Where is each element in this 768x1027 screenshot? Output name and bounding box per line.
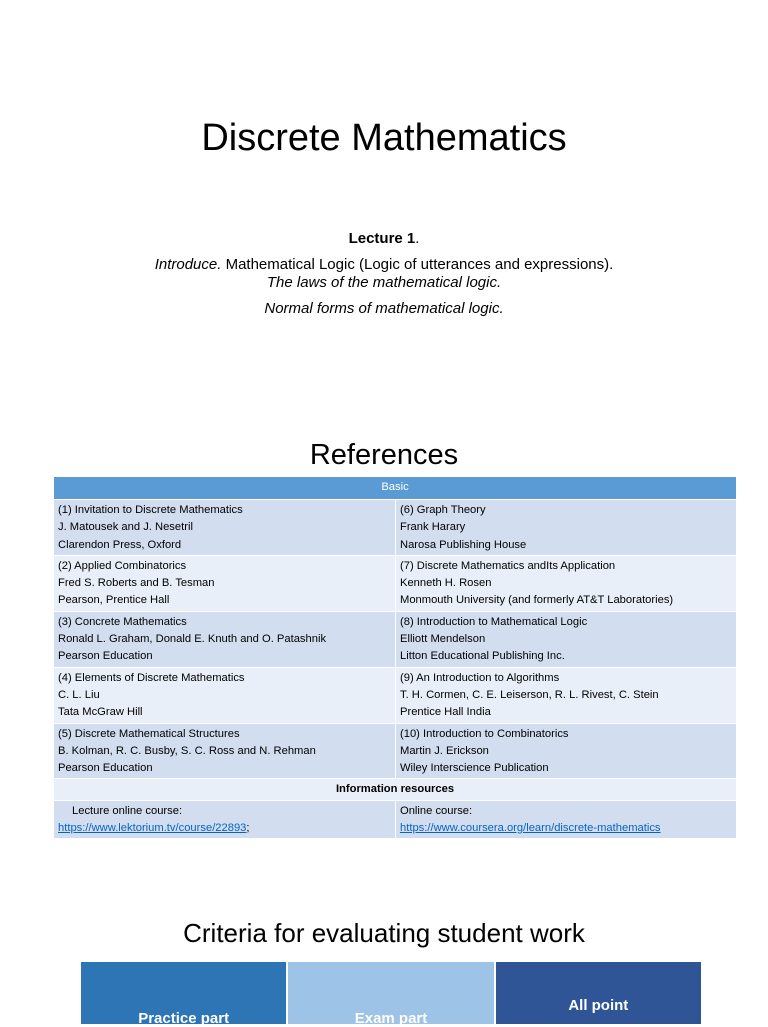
ref-title: (5) Discrete Mathematical Structures: [58, 727, 240, 740]
references-title: References: [309, 439, 459, 471]
ref-title: (6) Graph Theory: [400, 504, 486, 516]
intro-italic: Introduce.: [154, 256, 222, 273]
reference-cell: [54, 500, 396, 556]
criteria-title: Criteria for evaluating student work: [183, 918, 585, 948]
ref-title: (8) Introduction to Mathematical Logic: [400, 615, 588, 628]
ref-author: J. Matousek and J. Nesetril: [58, 521, 193, 534]
online-row: [54, 800, 737, 839]
practice-part-column: [81, 962, 286, 1027]
page-title: Discrete Mathematics: [201, 117, 567, 159]
intro-line: [0, 255, 768, 274]
laws-line: The laws of the mathematical logic.: [266, 274, 502, 291]
exam-part-column: [288, 962, 493, 1027]
table-row: [54, 500, 737, 556]
normal-forms-line: Normal forms of mathematical logic.: [264, 300, 504, 317]
online-cell-right: [396, 800, 737, 839]
info-header-row: [54, 779, 737, 800]
ref-title: (7) Discrete Mathematics andIts Application: [400, 559, 616, 572]
ref-publisher: Monmouth University (and formerly AT&T Laboratories): [400, 594, 674, 607]
lecture-period: .: [415, 230, 420, 247]
lecture-line: [0, 229, 768, 248]
ref-author: B. Kolman, R. C. Busby, S. C. Ross and N. Rehman: [58, 744, 316, 757]
lektorium-link[interactable]: https://www.lektorium.tv/course/22893: [58, 822, 247, 835]
ref-publisher: Narosa Publishing House: [400, 538, 527, 551]
ref-publisher: Pearson Education: [58, 650, 153, 663]
ref-publisher: Clarendon Press, Oxford: [58, 538, 182, 551]
ref-author: Martin J. Erickson: [400, 744, 489, 757]
references-table: [53, 476, 737, 839]
ref-author: Fred S. Roberts and B. Tesman: [58, 577, 215, 590]
ref-publisher: Prentice Hall India: [400, 706, 491, 719]
table-row: [54, 555, 737, 611]
table-row: [54, 723, 737, 779]
ref-publisher: Wiley Interscience Publication: [400, 762, 549, 775]
reference-cell: [54, 555, 396, 611]
ref-title: (4) Elements of Discrete Mathematics: [58, 671, 245, 684]
reference-cell: [396, 723, 737, 779]
criteria-table: [81, 962, 701, 1027]
table-row: [54, 611, 737, 667]
online-course-label: Online course:: [400, 804, 473, 817]
ref-publisher: Litton Educational Publishing Inc.: [400, 650, 565, 663]
table-header-row: [54, 477, 737, 500]
reference-cell: [396, 555, 737, 611]
reference-cell: [54, 723, 396, 779]
link-suffix: ;: [246, 822, 250, 835]
ref-author: Frank Harary: [400, 521, 466, 534]
ref-title: (1) Invitation to Discrete Mathematics: [58, 504, 243, 516]
ref-title: (2) Applied Combinatorics: [58, 559, 187, 572]
coursera-link[interactable]: https://www.coursera.org/learn/discrete-mathematics: [400, 822, 661, 835]
table-row: [54, 667, 737, 723]
ref-publisher: Tata McGraw Hill: [58, 706, 143, 719]
ref-title: (9) An Introduction to Algorithms: [400, 671, 560, 684]
info-resources-header: Information resources: [54, 779, 737, 800]
reference-cell: [54, 667, 396, 723]
ref-author: Ronald L. Graham, Donald E. Knuth and O. Patashnik: [58, 633, 327, 646]
all-point-column: [496, 962, 701, 1024]
ref-publisher: Pearson Education: [58, 762, 153, 775]
reference-cell: [396, 611, 737, 667]
all-point-label: All point: [568, 997, 629, 1014]
reference-cell: [396, 667, 737, 723]
intro-text: Mathematical Logic (Logic of utterances and expressions).: [221, 256, 614, 273]
online-cell-left: [54, 800, 396, 839]
basic-header: Basic: [54, 477, 737, 500]
reference-cell: [54, 611, 396, 667]
ref-author: C. L. Liu: [58, 688, 100, 701]
ref-title: (10) Introduction to Combinatorics: [400, 727, 569, 740]
lecture-online-label: Lecture online course:: [72, 804, 183, 817]
ref-title: (3) Concrete Mathematics: [58, 615, 187, 628]
practice-part-label: Practice part: [138, 1010, 230, 1027]
lecture-label: Lecture 1: [348, 230, 416, 247]
ref-publisher: Pearson, Prentice Hall: [58, 594, 170, 607]
reference-cell: [396, 500, 737, 556]
ref-author: Kenneth H. Rosen: [400, 577, 492, 590]
ref-author: T. H. Cormen, C. E. Leiserson, R. L. Rivest, C. Stein: [400, 688, 659, 701]
exam-part-label: Exam part: [354, 1010, 428, 1027]
ref-author: Elliott Mendelson: [400, 633, 486, 646]
